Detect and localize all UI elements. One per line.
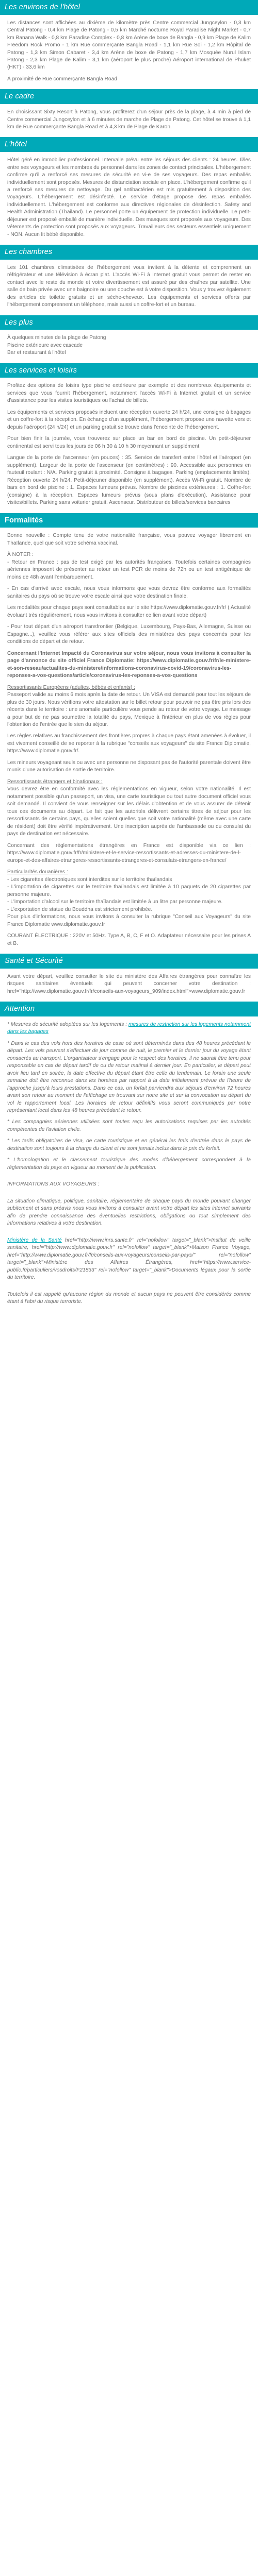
section-sante (0, 954, 258, 995)
section-plus (0, 315, 258, 357)
section-environs (0, 0, 258, 83)
formalites-text-5: Les modalités pour chaque pays sont consultables sur le site https://www.diplomatie.gouv.fr/fr/ ( Actualité évoluant très régulièrement, nous vous invitons à consulter ce lien avant votre départ) (7, 605, 251, 618)
section-attention (0, 1002, 258, 1306)
formalites-text-3: - Retour en France : pas de test exigé par les autorités françaises. Toutefois certaines compagnies aériennes imposent de présenter au retour un test PCR de moins de 72h ou un test antigénique de moins de 48h avant l'embarquement. (7, 559, 251, 580)
attention-links (7, 1237, 251, 1282)
attention-security-link[interactable]: mesures de restriction sur les logements notamment dans les bagages (7, 1021, 251, 1035)
services-text-4: Langue de la porte de l'ascenseur (en pouces) : 35. Service de transfert entre l'hôtel et l'aéroport (en supplément). Largeur de la porte de l'ascenseur (en centimètres) : 90. Accessible aux personnes en fauteuil roulant : N/A. Parking gratuit à proximité. Consigne à bagages. Parking (emplacements limités). Réception ouverte 24 h/24. Petit-déjeuner disponible (en supplément). Accès Wi-Fi gratuit. Nombre de bars en bord de piscine : 1. Espaces fumeurs prévus. Nombre de piscines extérieures : 1. Coffre-fort (consigne) à la réception. Espaces fumeurs prévus (sous plans d'exécution). Assistance pour visites/billets. Parking sans voiturier gratuit. Ascenseur. Distributeur de billets/services bancaires (7, 455, 251, 506)
services-text-1: Profitez des options de loisirs type piscine extérieure par exemple et des nombreux équipements et services que vous fournit l'hébergement, notamment l'accès Wi-Fi à Internet gratuit et un service d'assistance pour les visites touristiques ou l'achat de billets. (7, 383, 251, 404)
section-title-sante: Santé et Sécurité (0, 954, 258, 969)
attention-text-2: * Dans le cas des vols hors des horaires de case où sont déterminés dans des 48 heures précédant le départ. Les vols peuvent s'effectuer de jour comme de nuit, le premier et le dernier jour du voyage étant consacrés au transport. L'organisateur s'engage pour le respect des horaires, il ne saurait être tenu pour responsable en cas de départ tardif de ou de retour matinal à dernier jour. En particulier, le départ peut avoir lieu tard en soirée, la date effective du départ étant être celle du lendemain. Le forain une seule semaine doit être reconnue dans les horaires par rapport à la date initialement prévue de l'heure de l'approche jusqu'à leurs prestations. Dans ce cas, un forfait parviendra aux séjours d'environ 72 heures avant son retour au moment de l'affichage en trouvant sur notre site et sur la convocation au départ du vol le rapportement local. Les horaires de retour définitifs vous seront communiqués par notre représentant local dans les 48 heures précédant le retour. (7, 1040, 251, 1113)
cadre-text: En choisissant Sixty Resort à Patong, vous profiterez d'un séjour près de la plage, à 4 min à pied de Centre commercial Jungceylon et à 6 minutes de marche de Plage de Patong. Cet hôtel se trouve à 1,1 km de Rue commerçante Bangla Road et à 4,3 km de Plage de Karon. (7, 109, 251, 130)
environs-distances: Les distances sont affichées au dixième de kilomètre près Centre commercial Jungceylon - 0,3 km Central Patong - 0,4 km Plage de Patong - 0,5 km Marché nocturne Royal Paradise Night Market - 0,7 km Banana Walk - 0,8 km Paradise Complex - 0,8 km Arène de boxe de Bangla - 0,9 km Plage de Kalim Freedom Rock Promo - 1 km Rue commerçante Bangla Road - 1,1 km Rue Soi - 1,2 km Hôpital de Patong - 1,3 km Simon Cabaret - 3,4 km Arène de boxe de Patong - 1,7 km Mosquée Nurul Islam Patong - 2,3 km Plage de Kalim - 3,1 km (aéroport le plus proche) Aéroport international de Phuket (HKT) - 33,6 km (7, 20, 251, 71)
attention-text-7: La situation climatique, politique, sanitaire, réglementaire de chaque pays du monde pouvant changer subitement et sans préavis nous vous invitons à consulter avant votre départ les sites internet suivants afin de prendre connaissance des éventuelles restrictions, obligations ou tout simplement des informations relatives à votre destination. (7, 1198, 251, 1227)
formalites-text-14[interactable]: Concernant des réglementations étrangères en France est disponible via ce lien : https://www.diplomatie.gouv.fr/fr/ministere-et-le-service-ressortissants-et-adresses-du-ministere-de-l-europe-et-des-affaires-etrangeres-ressortissants-etrangeres-et-consulats-etrangers-en-france/ (7, 842, 251, 863)
formalites-customs-3: - L'importation d'alcool sur le territoire thaïlandais est limitée à un litre par personne majeure. (7, 899, 223, 905)
formalites-text-9: Passeport valide au moins 6 mois après la date de retour. Un VISA est demandé pour tout les séjours de plus de 30 jours. Nous vérifions votre attestation sur le billet retour pour pouvoir ne pas être pris lors des récents dans le territoire : une anomalie particulière vous pende au retour de votre voyage. Le message a pour but de ne pas soumettre la totalité du pays, Mexique à l'intérieur en plus de vos règles pour l'obtention de l'entrée que le sien du séjour. (7, 692, 251, 727)
formalites-text-6: - Pour tout départ d'un aéroport transfrontier (Belgique, Luxembourg, Pays-Bas, Allemagne, Suisse ou Espagne...), veuillez vous référer aux sites officiels des ministères des pays concernés pour les conditions de départ et de retour. (7, 624, 251, 645)
formalites-electric: COURANT ÉLECTRIQUE : 220V et 50Hz. Type A, B, C, F et O. Adaptateur nécessaire pour les prises A et B. (7, 933, 251, 946)
section-services (0, 363, 258, 507)
services-text-3: Pour bien finir la journée, vous trouverez sur place un bar en bord de piscine. Un petit-déjeuner continental est servi tous les jours de 06 h 30 à 10 h 30 moyennant un supplément. (7, 436, 251, 449)
section-title-environs: Les environs de l'hôtel (0, 0, 258, 15)
section-formalites (0, 513, 258, 947)
section-title-plus: Les plus (0, 315, 258, 330)
formalites-text-4: - En cas d'arrivé avec escale, nous vous informons que vous devrez être conforme aux formalités sanitaires du pays où se trouve votre escale ainsi que votre destination finale. (7, 586, 251, 599)
services-text-2: Les équipements et services proposés incluent une réception ouverte 24 h/24, une consigne à bagages et un coffre-fort à la réception. En échange d'un supplément, l'hébergement propose une navette vers et depuis l'aéroport (24 h/24) et un parking gratuit se trouve dans l'enceinte de l'hébergement. (7, 409, 251, 430)
plus-item-3: Bar et restaurant à l'hôtel (7, 350, 66, 356)
section-title-cadre: Le cadre (0, 89, 258, 104)
attention-text-3: * Les compagnies aériennes utilisées sont toutes reçu les autorisations requises par les autorités compétentes de l'aviation civile. (7, 1119, 251, 1132)
attention-sante-link[interactable]: Ministère de la Santé (7, 1237, 62, 1243)
plus-item-2: Piscine extérieure avec cascade (7, 342, 83, 348)
attention-text-9: Toutefois il est rappelé qu'aucune région du monde et aucun pays ne peuvent être considérés comme étant à l'abri du risque terroriste. (7, 1291, 251, 1305)
section-chambres (0, 245, 258, 309)
section-title-formalites: Formalités (0, 513, 258, 528)
section-hotel (0, 137, 258, 239)
formalites-customs-4: - L'exportation de statue du Bouddha est strictement prohibée. (7, 906, 153, 912)
section-title-chambres: Les chambres (0, 245, 258, 260)
hotel-text: Hôtel géré en immobilier professionnel. Intervalle prévu entre les séjours des clients : 24 heures. Il/les entre ses voyageurs et les membres du personnel dans les zones de contact principales. L'hébergement confirme qu'il a renforcé ses mesures de sécurité en vi-e de ses voyageurs. Des repas emballés individuellement sont proposés. Mesures de distanciation sociale en place. L'hébergement confirme qu'il a renforcé ses mesures de nettoyage. Du gel antibactérien est mis gratuitement à disposition des voyageurs. L'hébergement est désinfecté. Le service d'étage propose des repas emballés individuellement. L'hébergement est conforme aux directives régionales de désinfection. Safety and Health Administration (Thailand). Le personnel porte un équipement de protection individuelle. Le petit-déjeuner est proposé emballé de manière individuelle. Des masques sont proposés aux voyageurs. Des vêtements de protection sont proposés aux voyageurs. Travailleurs des secteurs essentiels uniquement - NON. Aucun lit bébé disponible. (7, 157, 251, 238)
formalites-customs-heading: Particularités douanières : (7, 869, 68, 875)
attention-travelers-heading: INFORMATIONS AUX VOYAGEURS : (7, 1181, 100, 1188)
formalites-text-10: Les règles relatives au franchissement des frontières propres à chaque pays étant amenées à évoluer, il est vivement conseillé de se reporter à la rubrique "conseils aux voyageurs" du site France Diplomatie, https://www.diplomatie.gouv.fr/. (7, 733, 251, 754)
section-title-attention: Attention (0, 1002, 258, 1016)
chambres-text: Les 101 chambres climatisées de l'hébergement vous invitent à la détente et comprennent un réfrigérateur et une télévision à écran plat. L'accès Wi-Fi à Internet gratuit vous permet de rester en contact avec le reste du monde et votre divertissement est assuré par des chaînes par satellite. Une salle de bain privée avec une baignoire ou une douche est à votre disposition. Vous y trouvez également des articles de toilette gratuits et un sèche-cheveux. Les équipements et services offerts par l'hébergement comprennent un téléphone, mais aussi un coffre-fort et un bureau. (7, 264, 251, 308)
attention-links-text: href="http://www.inrs.sante.fr" rel="nofollow" target="_blank">Institut de veille sanitaire, href="http://www.diplomatie.gouv.fr" rel="nofollow" target="_blank">Maison France Voyage, href="http://www.diplomatie.gouv.fr/fr/conseils-aux-voyageurs/conseils-par-pays/" rel="nofollow" target="_blank">Ministère des Affaires Étrangères, href="https://www.service-public.fr/particuliers/vosdroits/F21833" rel="nofollow" target="_blank">Documents légaux pour la sortie du territoire. (7, 1237, 251, 1281)
section-title-hotel: L'hôtel (0, 137, 258, 152)
formalites-text-11: Les mineurs voyageant seuls ou avec une personne ne disposant pas de l'autorité parentale doivent être munis d'une autorisation de sortie de territoire. (7, 759, 251, 773)
attention-security-label: * Mesures de sécurité adoptées sur les logements : (7, 1021, 127, 1027)
formalites-text-20: Pour plus d'informations, nous vous invitons à consulter la rubrique "Conseil aux Voyageurs" du site France Diplomatie www.diplomatie.gouv.fr (7, 914, 251, 927)
attention-text-5: * L'homologation et le classement touristique des modes d'hébergement correspondent à la réglementation du pays en vigueur au moment de la publication. (7, 1157, 251, 1171)
section-cadre (0, 89, 258, 131)
attention-security (7, 1021, 251, 1036)
formalites-customs-1: - Les cigarettes électroniques sont interdites sur le territoire thaïlandais (7, 876, 172, 883)
formalites-note-label: À NOTER : (7, 552, 34, 558)
section-title-services: Les services et loisirs (0, 363, 258, 378)
formalites-customs-2: - L'importation de cigarettes sur le territoire thaïlandais est limitée à 10 paquets de 20 cigarettes par personne majeure. (7, 884, 251, 897)
sante-text: Avant votre départ, veuillez consulter le site du ministère des Affaires étrangères pour connaître les risques sanitaires éventuels qui peuvent concerner votre destination : href="http://www.diplomatie.gouv.fr/fr/conseils-aux-voyageurs_909/index.html">www.diplomatie.gouv.fr (7, 973, 251, 994)
formalites-eu-heading: Ressortissants Européens (adultes, bébés et enfants) : (7, 684, 136, 690)
formalites-covid-link[interactable]: Concernant l'Internet Impacté du Coronavirus sur votre séjour, nous vous invitons à consulter la page d'annonce du site officiel France Diplomatie: https://www.diplomatie.gouv.fr/fr/le-ministere-et-son-reseau/actualites-du-ministere/informations-coronavirus-covid-19/coronavirus-les-reponses-a-vos-questions/article/coronavirus-les-reponses-a-vos-questions (7, 650, 251, 679)
formalites-foreign-heading: Ressortissants étrangers et binationaux : (7, 778, 103, 785)
plus-item-1: À quelques minutes de la plage de Patong (7, 335, 106, 341)
environs-proximity: À proximité de Rue commerçante Bangla Road (7, 76, 117, 82)
formalites-text-13: Vous devrez être en conformité avec les réglementations en vigueur, selon votre nationalité. Il est notamment possible qu'un passeport, un visa, une carte touristique ou tout autre document officiel vous soit demandé. Il convient de vous renseigner sur les délais d'obtention et de vous assurer de détenir tous ces documents au départ. Le fait que les autorités délivrent certains titres de séjour pour les ressortissants de certains pays, qu'elles soient quelles que soit votre nationalité (même avec une carte de résident) doit être vérifié impérativement. Une inscription auprès de l'ambassade ou du consulat du pays de destination est nécessaire. (7, 786, 251, 837)
formalites-text-1: Bonne nouvelle : Compte tenu de votre nationalité française, vous pouvez voyager librement en Thaïlande, quel que soit votre schéma vaccinal. (7, 533, 251, 546)
attention-text-4: * Les tarifs obligatoires de visa, de carte touristique et en général les frais d'entrée dans le pays de destination sont toujours à la charge du client et ne sont jamais inclus dans le prix du forfait. (7, 1138, 251, 1151)
